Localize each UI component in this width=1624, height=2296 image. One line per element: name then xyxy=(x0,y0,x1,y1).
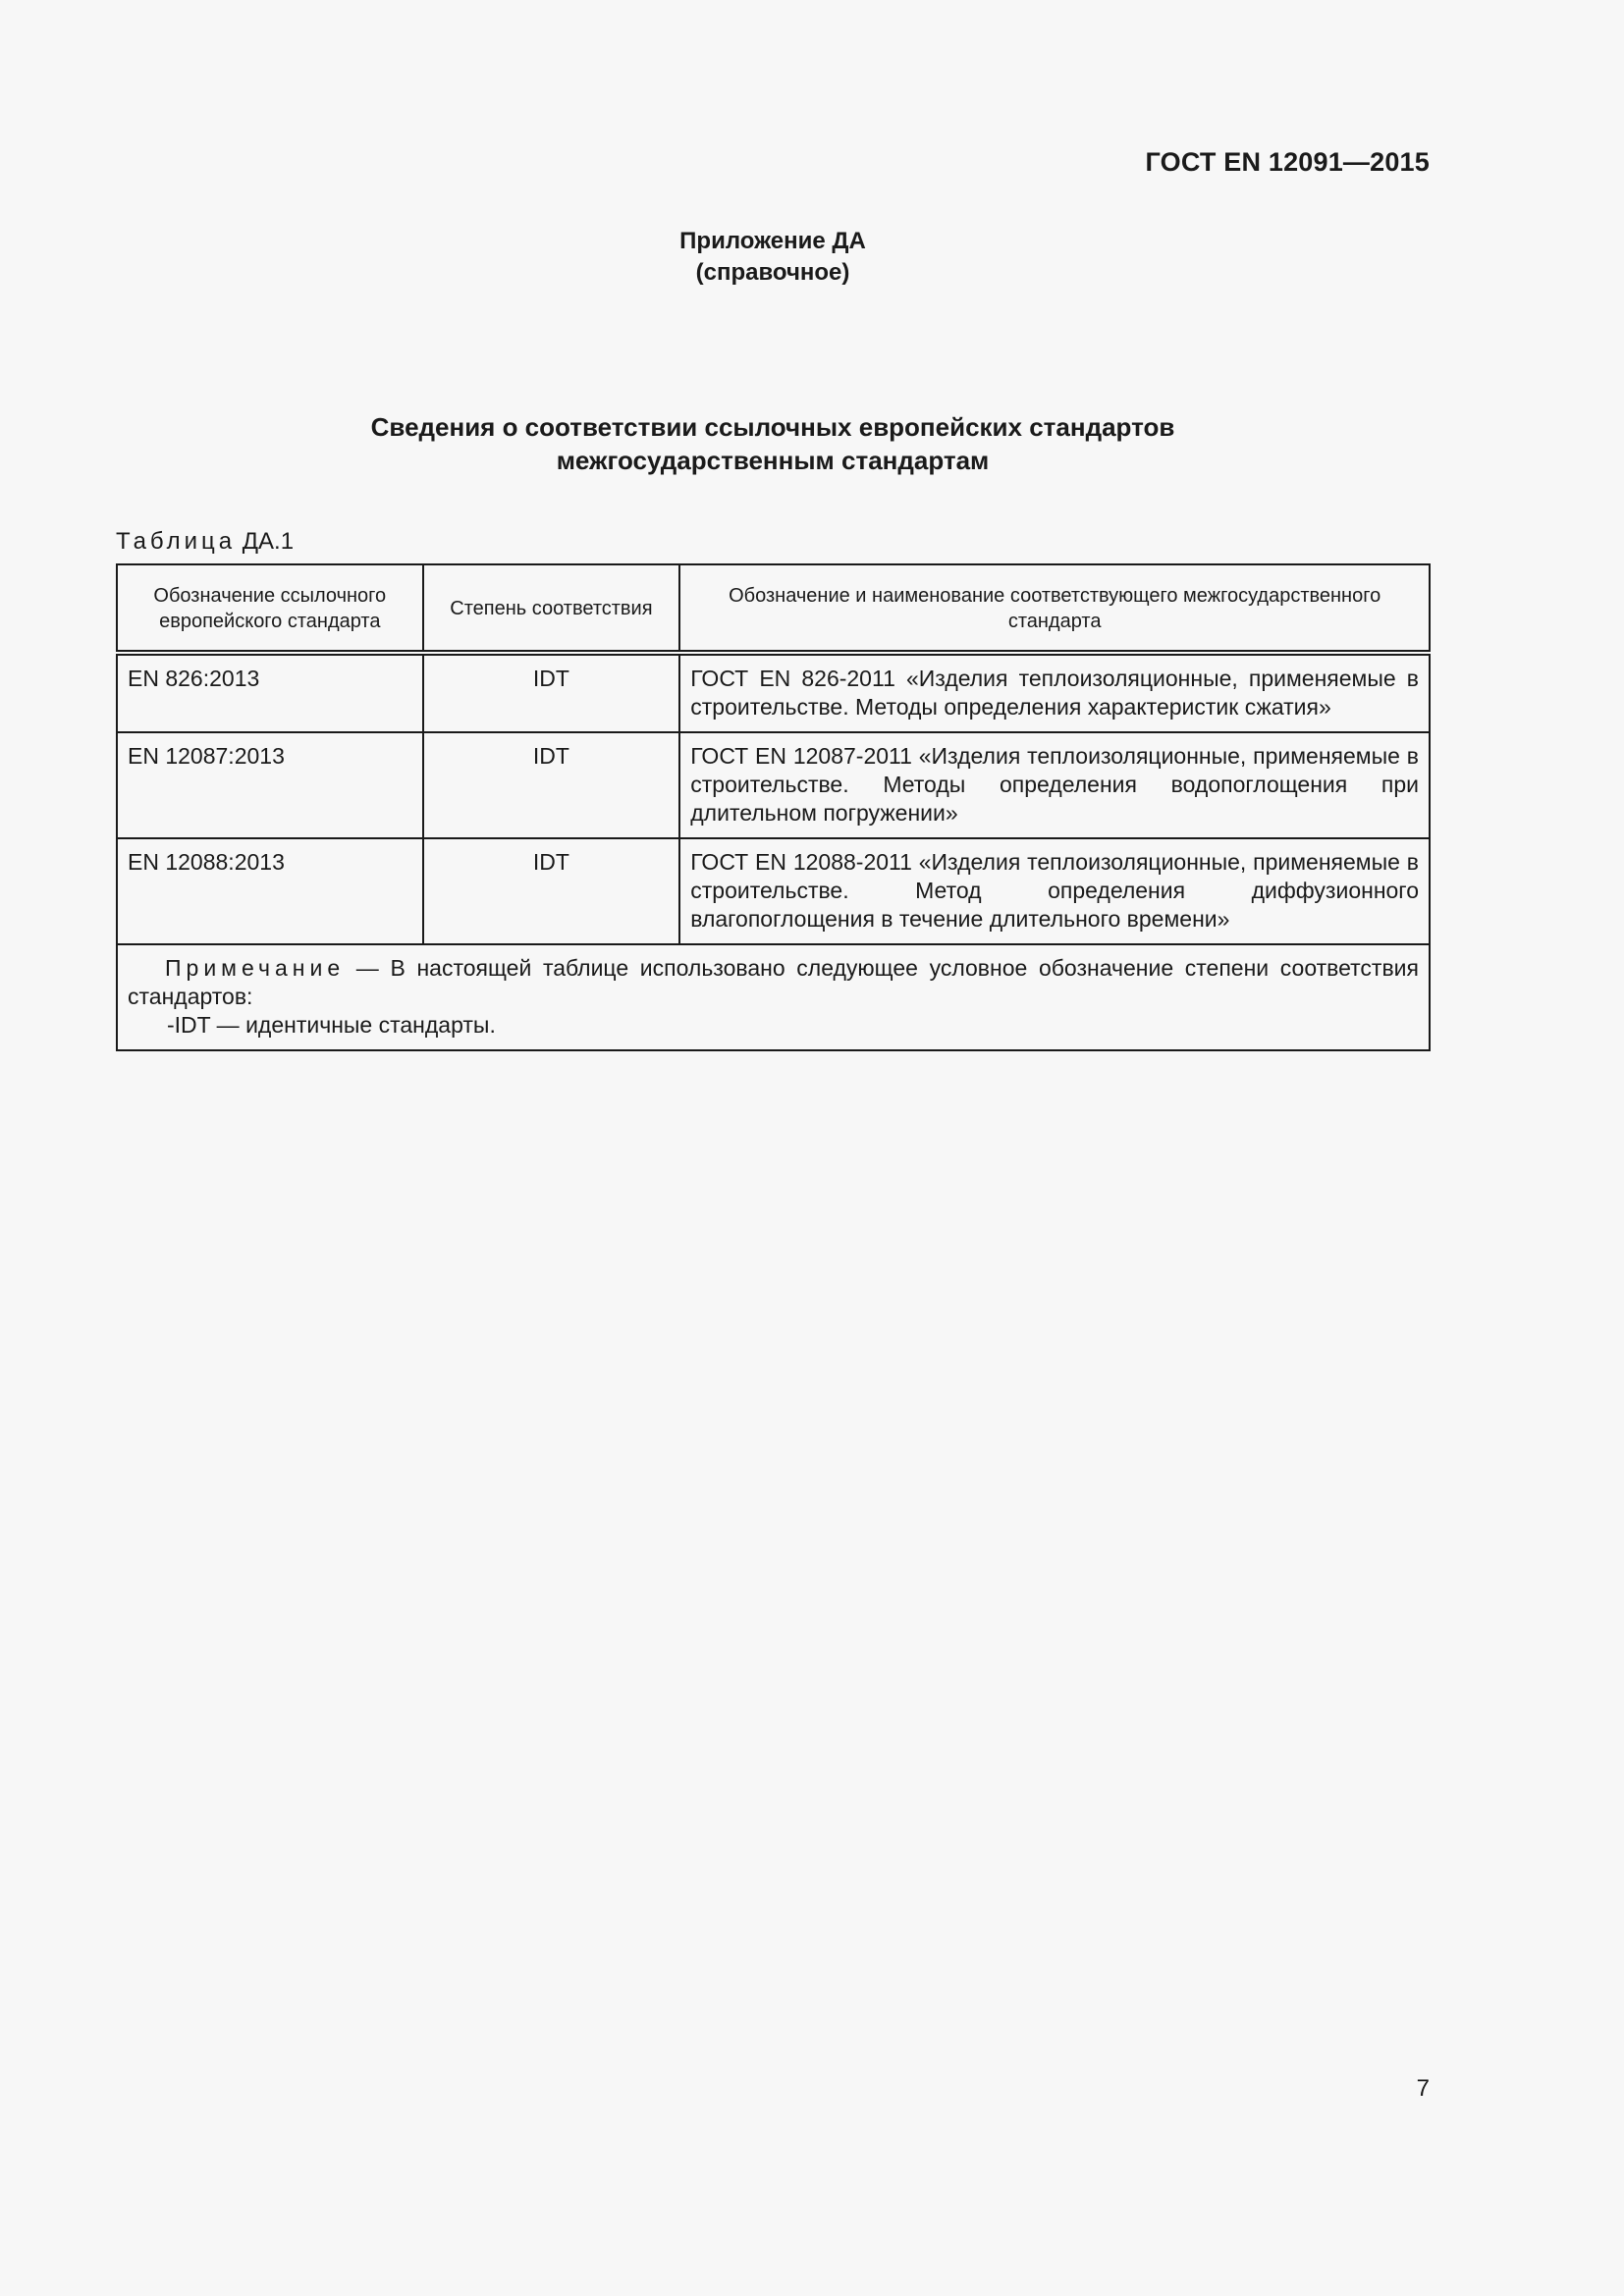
note-item: -IDT — идентичные стандарты. xyxy=(167,1012,496,1038)
table-caption-id: ДА.1 xyxy=(242,528,295,555)
note-text: — В настоящей таблице использовано следующее условное обозначение степени соответствия стандартов: xyxy=(128,955,1419,1009)
table-row xyxy=(117,732,1430,838)
cell-gost-standard: ГОСТ EN 12088-2011 «Изделия теплоизоляционные, применяемые в строительстве. Метод определения диффузионного влагопоглощения в течение длительного времени» xyxy=(679,838,1430,944)
table-row xyxy=(117,838,1430,944)
header-ref-standard: Обозначение ссылочного европейского стандарта xyxy=(117,564,423,653)
cell-gost-standard: ГОСТ EN 12087-2011 «Изделия теплоизоляционные, применяемые в строительстве. Методы определения водопоглощения при длительном погружении» xyxy=(679,732,1430,838)
table-note-row xyxy=(117,944,1430,1050)
table-header-row xyxy=(117,564,1430,653)
header-gost-standard: Обозначение и наименование соответствующего межгосударственного стандарта xyxy=(679,564,1430,653)
section-title-line-1: Сведения о соответствии ссылочных европейских стандартов xyxy=(370,412,1175,442)
cell-gost-standard: ГОСТ EN 826-2011 «Изделия теплоизоляционные, применяемые в строительстве. Методы определения характеристик сжатия» xyxy=(679,653,1430,732)
annex-title: Приложение ДА xyxy=(679,228,866,254)
cell-degree: IDT xyxy=(423,653,680,732)
cell-ref-standard: EN 826:2013 xyxy=(117,653,423,732)
note-label: Примечание xyxy=(165,955,346,981)
table-note xyxy=(117,944,1430,1050)
table-row xyxy=(117,653,1430,732)
section-title xyxy=(0,410,1545,477)
cell-ref-standard: EN 12087:2013 xyxy=(117,732,423,838)
document-code: ГОСТ EN 12091—2015 xyxy=(1145,147,1430,177)
cell-degree: IDT xyxy=(423,732,680,838)
section-title-line-2: межгосударственным стандартам xyxy=(556,446,990,475)
annex-subtitle: (справочное) xyxy=(695,259,850,286)
conformity-table xyxy=(116,563,1431,1051)
annex-heading xyxy=(0,226,1545,289)
cell-degree: IDT xyxy=(423,838,680,944)
page-number: 7 xyxy=(1416,2075,1430,2102)
table-caption-word: Таблица xyxy=(116,528,237,555)
header-degree: Степень соответствия xyxy=(423,564,680,653)
table-caption xyxy=(116,528,294,556)
cell-ref-standard: EN 12088:2013 xyxy=(117,838,423,944)
